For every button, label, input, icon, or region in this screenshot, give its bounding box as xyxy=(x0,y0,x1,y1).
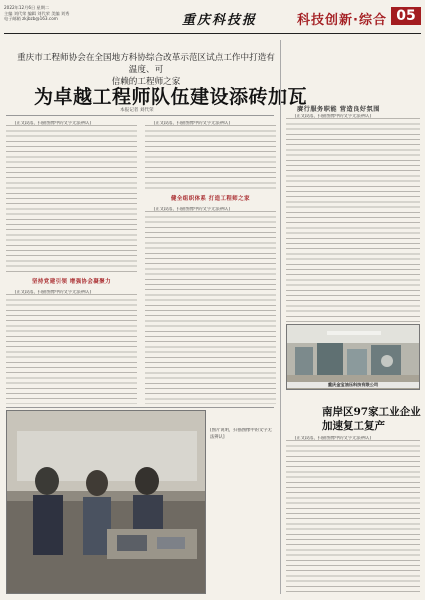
article-paragraph: [正文段落，扫描图像中的文字无法辨认] xyxy=(14,290,91,295)
story2-title-line-2: 加速复工复产 xyxy=(322,420,385,432)
column-divider xyxy=(280,40,281,594)
section-name: 科技创新·综合 xyxy=(297,13,387,28)
article-paragraph: [正文段落，扫描图像中的文字无法辨认] xyxy=(294,436,371,441)
section-rule xyxy=(6,407,274,408)
main-story-column-2b xyxy=(145,207,276,404)
photo-label: 重庆金宝油压科技有限公司 xyxy=(287,382,419,388)
engineers-photo-image xyxy=(7,411,206,594)
byline: 本报记者 刘代荣 xyxy=(120,108,154,113)
page-number: 05 xyxy=(391,7,421,25)
story2-title xyxy=(322,405,421,433)
subhead-block-2 xyxy=(145,193,276,207)
subhead-organization: 健全组织体系 打造工程师之家 xyxy=(171,196,250,202)
subhead-party: 坚持党建引领 增强协会凝聚力 xyxy=(32,279,111,285)
main-story-column-1 xyxy=(6,121,137,275)
date-line: 2022年12月6日 星期二 xyxy=(4,5,50,10)
story2-text xyxy=(286,436,420,594)
story2-title-line-1: 南岸区97家工业企业 xyxy=(322,406,421,418)
headline: 为卓越工程师队伍建设添砖加瓦 xyxy=(34,86,308,108)
editor-line: 主编 刘代荣 编辑 刘代荣 美编 刘秀 xyxy=(4,10,70,16)
masthead xyxy=(4,4,421,34)
article-paragraph: [正文段落，扫描图像中的文字无法辨认] xyxy=(294,114,371,119)
sidebar-text xyxy=(286,114,420,322)
engineers-photo xyxy=(6,410,206,594)
article-paragraph: [正文段落，扫描图像中的文字无法辨认] xyxy=(153,121,230,126)
article-paragraph: [正文段落，扫描图像中的文字无法辨认] xyxy=(153,207,230,212)
subhead-block-1 xyxy=(6,276,137,290)
article-paragraph: [正文段落，扫描图像中的文字无法辨认] xyxy=(14,121,91,126)
masthead-meta xyxy=(4,5,69,22)
main-story-column-2 xyxy=(145,121,276,193)
workshop-photo xyxy=(286,324,420,390)
photo-caption xyxy=(210,428,276,592)
sidebar-title: 赓行服务职能 营造良好氛围 xyxy=(297,106,380,113)
kicker-line-2: 信赖的工程师之家 xyxy=(111,77,181,87)
headline-rule xyxy=(6,115,274,116)
email-line: 电子邮箱 zkjbzb@163.com xyxy=(4,16,58,22)
workshop-photo-image xyxy=(287,325,420,390)
caption-text: [图片说明，扫描图像中的文字无法辨认] xyxy=(210,428,272,440)
main-story-column-1b xyxy=(6,290,137,404)
paper-name: 重庆科技报 xyxy=(182,13,258,28)
kicker-line-1: 重庆市工程师协会在全国地方科协综合改革示范区试点工作中打造有温度、可 xyxy=(17,53,275,75)
